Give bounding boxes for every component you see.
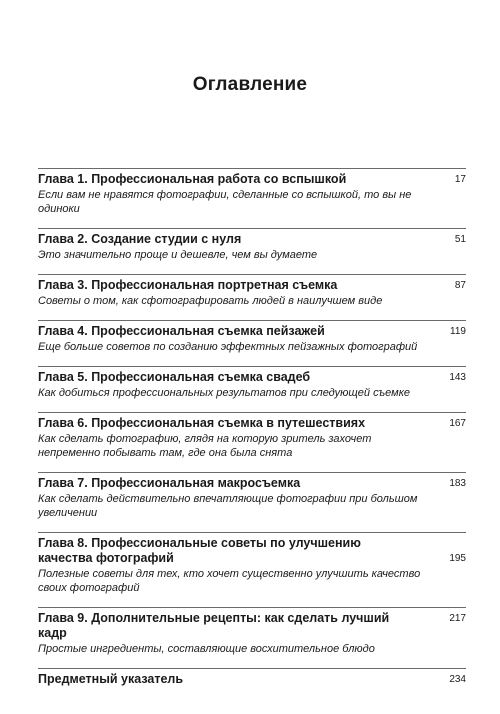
toc-entry-chapter-7[interactable] bbox=[38, 472, 466, 523]
toc-entry-chapter-3[interactable] bbox=[38, 274, 466, 311]
page-number: 17 bbox=[454, 174, 466, 185]
chapter-subtitle: Как сделать фотографию, глядя на которую зритель захочет непременно побывать там, где она была снята bbox=[38, 433, 372, 459]
table-of-contents bbox=[38, 168, 466, 690]
chapter-subtitle: Если вам не нравятся фотографии, сделанные со вспышкой, то вы не одиноки bbox=[38, 189, 412, 215]
chapter-heading: Глава 1. Профессиональная работа со вспышкой bbox=[38, 172, 347, 186]
page-number: 183 bbox=[449, 478, 466, 489]
toc-entry-chapter-9[interactable] bbox=[38, 607, 466, 659]
toc-entry-chapter-5[interactable] bbox=[38, 366, 466, 403]
page-number: 87 bbox=[454, 280, 466, 291]
toc-entry-index[interactable] bbox=[38, 668, 466, 690]
page-number: 217 bbox=[449, 613, 466, 624]
page-number: 51 bbox=[454, 234, 466, 245]
index-heading: Предметный указатель bbox=[38, 672, 184, 686]
chapter-heading: Глава 8. Профессиональные советы по улучшению качества фотографий bbox=[38, 536, 361, 565]
page-title: Оглавление bbox=[192, 74, 308, 95]
page-number: 119 bbox=[450, 326, 466, 337]
toc-entry-chapter-8[interactable] bbox=[38, 532, 466, 598]
page-number: 234 bbox=[449, 674, 466, 685]
toc-entry-chapter-6[interactable] bbox=[38, 412, 466, 463]
page-number: 195 bbox=[449, 553, 466, 564]
chapter-subtitle: Как сделать действительно впечатляющие фотографии при большом увеличении bbox=[38, 493, 418, 519]
chapter-heading: Глава 3. Профессиональная портретная съемка bbox=[38, 278, 338, 292]
chapter-heading: Глава 6. Профессиональная съемка в путешествиях bbox=[38, 416, 366, 430]
chapter-heading: Глава 4. Профессиональная съемка пейзажей bbox=[38, 324, 325, 338]
chapter-heading: Глава 9. Дополнительные рецепты: как сделать лучший кадр bbox=[38, 611, 390, 640]
toc-entry-chapter-4[interactable] bbox=[38, 320, 466, 357]
page-number: 143 bbox=[449, 372, 466, 383]
chapter-subtitle: Простые ингредиенты, составляющие восхитительное блюдо bbox=[38, 643, 375, 655]
page-number: 167 bbox=[449, 418, 466, 429]
chapter-subtitle: Полезные советы для тех, кто хочет существенно улучшить качество своих фотографий bbox=[38, 568, 421, 594]
chapter-subtitle: Еще больше советов по созданию эффектных пейзажных фотографий bbox=[38, 341, 418, 353]
chapter-heading: Глава 7. Профессиональная макросъемка bbox=[38, 476, 301, 490]
toc-entry-chapter-2[interactable] bbox=[38, 228, 466, 265]
chapter-subtitle: Советы о том, как сфотографировать людей в наилучшем виде bbox=[38, 295, 383, 307]
toc-entry-chapter-1[interactable] bbox=[38, 168, 466, 219]
chapter-subtitle: Как добиться профессиональных результатов при следующей съемке bbox=[38, 387, 411, 399]
chapter-subtitle: Это значительно проще и дешевле, чем вы думаете bbox=[38, 249, 318, 261]
chapter-heading: Глава 2. Создание студии с нуля bbox=[38, 232, 242, 246]
chapter-heading: Глава 5. Профессиональная съемка свадеб bbox=[38, 370, 311, 384]
